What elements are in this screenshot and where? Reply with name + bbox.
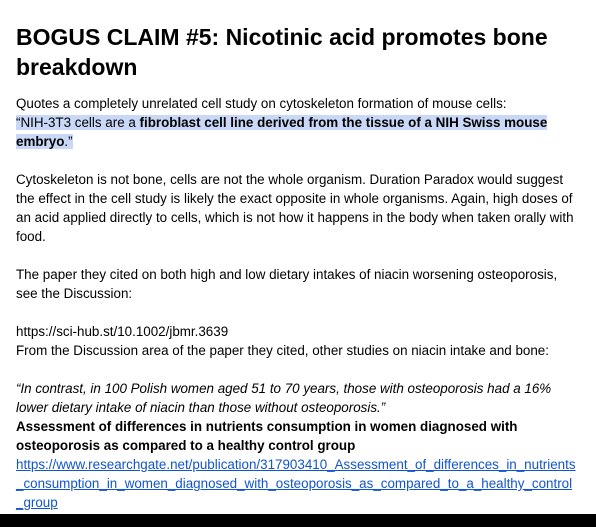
intro-text: Quotes a completely unrelated cell study on cytoskeleton formation of mouse cells: xyxy=(16,96,507,111)
discussion-text: From the Discussion area of the paper they cited, other studies on niacin intake and bone: xyxy=(16,343,549,358)
intro-paragraph xyxy=(16,94,576,151)
polish-quote: “In contrast, in 100 Polish women aged 51 to 70 years, those with osteoporosis had a 16% lower dietary intake of niacin than those without osteoporosis.” xyxy=(16,381,552,415)
cited-paper-paragraph: The paper they cited on both high and low dietary intakes of niacin worsening osteoporosis, see the Discussion: xyxy=(16,267,558,301)
scihub-url: https://sci-hub.st/10.1002/jbmr.3639 xyxy=(16,324,229,339)
highlighted-quote[interactable] xyxy=(16,115,547,149)
quote-start: “NIH-3T3 cells are a xyxy=(16,115,140,130)
quote-bold-text: fibroblast cell line derived from the tissue of a NIH Swiss mouse embryo xyxy=(16,115,548,149)
document-page xyxy=(16,22,576,512)
cytoskeleton-paragraph: Cytoskeleton is not bone, cells are not the whole organism. Duration Paradox would suggest the effect in the cell study is likely the exact opposite in whole organisms. Again, high doses of an acid applied directly to cells, which is not how it happens in the body when taken orally with food. xyxy=(16,172,574,244)
researchgate-link[interactable]: https://www.researchgate.net/publication/317903410_Assessment_of_differences_in_nutrients_consumption_in_women_diagnosed_with_osteoporosis_as_compared_to_a_healthy_control_group xyxy=(16,457,576,510)
claim-heading: BOGUS CLAIM #5: Nicotinic acid promotes bone breakdown xyxy=(16,24,548,80)
discussion-paragraph xyxy=(16,322,576,360)
polish-study-paragraph xyxy=(16,379,576,512)
study-title: Assessment of differences in nutrients consumption in women diagnosed with osteoporosis as compared to a healthy control group xyxy=(16,419,518,453)
quote-end: .” xyxy=(64,134,73,149)
bottom-bar xyxy=(0,514,596,527)
